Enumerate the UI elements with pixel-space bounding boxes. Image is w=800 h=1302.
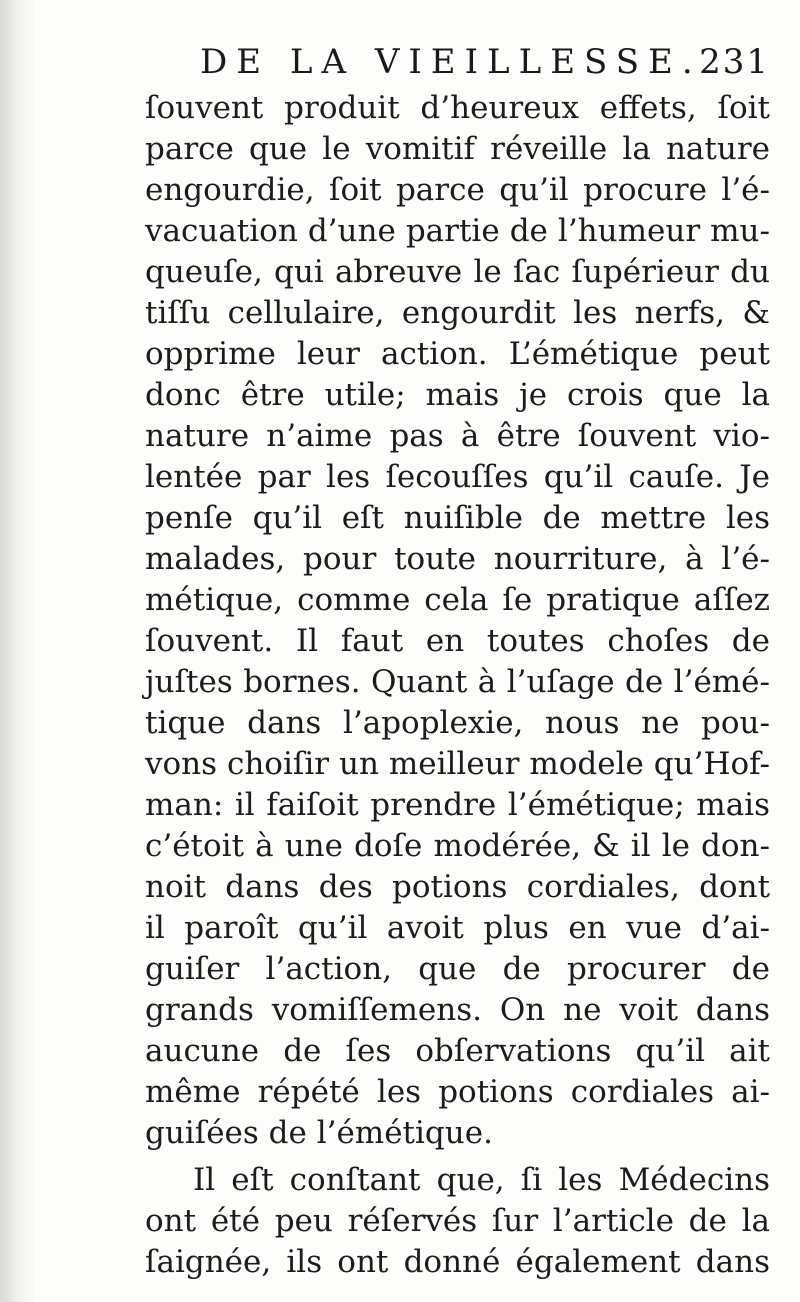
text-line: ont été peu réſervés ſur l’article de la (145, 1203, 770, 1239)
text-line: noit dans des potions cordiales, dont (145, 869, 770, 905)
text-line: ſaignée, ils ont donné également dans (145, 1244, 770, 1280)
text-line: queuſe, qui abreuve le ſac ſupérieur du (145, 254, 770, 290)
text-line: c’étoit à une doſe modérée, & il le don- (145, 828, 770, 864)
body-text (145, 88, 770, 1283)
text-line: ſouvent produit d’heureux effets, ſoit (145, 90, 770, 126)
text-line: aucune de ſes obſervations qu’il ait (145, 1033, 770, 1069)
text-line: engourdie, ſoit parce qu’il procure l’é- (145, 172, 770, 208)
text-line: man: il faiſoit prendre l’émétique; mais (145, 787, 770, 823)
running-head-title: DE LA VIEILLESSE. (200, 42, 702, 82)
text-line: tique dans l’apoplexie, nous ne pou- (145, 705, 770, 741)
text-line: parce que le vomitif réveille la nature (145, 131, 770, 167)
text-line: donc être utile; mais je crois que la (145, 377, 770, 413)
text-line: métique, comme cela ſe pratique aſſez (145, 582, 770, 618)
text-line: il paroît qu’il avoit plus en vue d’ai- (145, 910, 770, 946)
text-line: guiſer l’action, que de procurer de (145, 951, 770, 987)
text-line: vacuation d’une partie de l’humeur mu- (145, 213, 770, 249)
text-line: ſouvent. Il faut en toutes choſes de (145, 623, 770, 659)
text-line: malades, pour toute nourriture, à l’é- (145, 541, 770, 577)
text-line: juſtes bornes. Quant à l’uſage de l’émé- (145, 664, 770, 700)
text-line: grands vomiſſemens. On ne voit dans (145, 992, 770, 1028)
text-line: guiſées de l’émétique. (145, 1115, 493, 1151)
text-line: nature n’aime pas à être ſouvent vio- (145, 418, 770, 454)
text-line: Il eſt conſtant que, ſi les Médecins (193, 1162, 770, 1198)
page-gutter-shadow (0, 0, 36, 1302)
page-number: 231 (699, 42, 770, 82)
text-line: opprime leur action. L’émétique peut (145, 336, 770, 372)
text-line: vons choiſir un meilleur modele qu’Hof- (145, 746, 770, 782)
text-line: lentée par les ſecouſſes qu’il cauſe. Je (145, 459, 770, 495)
text-line: même répété les potions cordiales ai- (145, 1074, 770, 1110)
text-line: tiſſu cellulaire, engourdit les nerfs, & (145, 295, 770, 331)
text-line: penſe qu’il eſt nuiſible de mettre les (145, 500, 770, 536)
running-head (200, 40, 770, 90)
